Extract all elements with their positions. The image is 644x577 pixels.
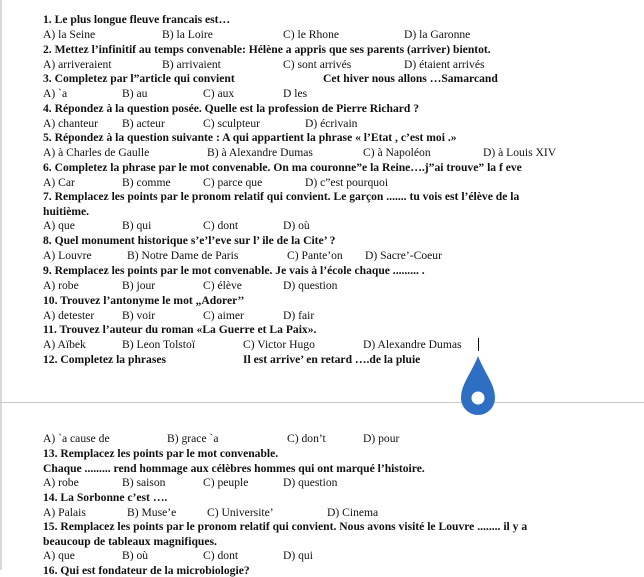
answer-option[interactable]: C) sculpteur xyxy=(203,117,260,130)
answer-option[interactable]: D) question xyxy=(283,476,338,489)
page-left-edge xyxy=(0,0,2,570)
question-text: 3. Completez par l”article qui convient xyxy=(43,72,235,85)
question-text: 11. Trouvez l’auteur du roman «La Guerre et La Paix». xyxy=(43,323,317,336)
answer-option[interactable]: D) fair xyxy=(283,309,315,322)
answer-option[interactable]: B) acteur xyxy=(122,117,165,130)
question-text: 4. Répondez à la question posée. Quelle est la profession de Pierre Richard ? xyxy=(43,102,420,115)
answer-option[interactable]: A) la Seine xyxy=(43,28,96,41)
question-text: 16. Qui est fondateur de la microbiologie? xyxy=(43,564,250,577)
answer-option[interactable]: D) où xyxy=(283,219,310,232)
answer-option[interactable]: C) peuple xyxy=(203,476,249,489)
answer-option[interactable]: C) aux xyxy=(203,87,235,100)
answer-option[interactable]: D) qui xyxy=(283,549,313,562)
answer-option[interactable]: D) pour xyxy=(363,432,400,445)
answer-option[interactable]: A) `a xyxy=(43,87,68,100)
question-text: 12. Completez la phrases xyxy=(43,353,167,366)
question-text-continued: beaucoup de tableaux magnifiques. xyxy=(43,535,217,548)
question-prompt: Il est arrive’ en retard ….de la pluie xyxy=(243,353,421,366)
answer-option[interactable]: A) robe xyxy=(43,279,79,292)
answer-option[interactable]: B) Notre Dame de Paris xyxy=(127,249,239,262)
question-text: 10. Trouvez l’antonyme le mot „Adorer’’ xyxy=(43,294,245,307)
answer-option[interactable]: B) Leon Tolstoï xyxy=(122,338,196,351)
answer-option[interactable]: D les xyxy=(283,87,308,100)
answer-option[interactable]: C) dont xyxy=(203,549,239,562)
question-text: 13. Remplacez les points par le mot convenable. xyxy=(43,447,279,460)
question-text: 5. Répondez à la question suivante : A qui appartient la phrase « l’Etat , c’est moi .» xyxy=(43,131,457,144)
answer-option[interactable]: C) Universite’ xyxy=(207,506,274,519)
question-text: 6. Completez la phrase par le mot convenable. On ma couronne”e la Reine….j”ai trouve” la f eve xyxy=(43,161,522,174)
question-text-continued: huitième. xyxy=(43,205,90,218)
question-text: 15. Remplacez les points par le pronom relatif qui convient. Nous avons visité le Louvre ........ il y a xyxy=(43,520,528,533)
answer-option[interactable]: B) la Loire xyxy=(162,28,213,41)
answer-option[interactable]: B) saison xyxy=(122,476,166,489)
question-text: 14. La Sorbonne c’est …. xyxy=(43,491,168,504)
answer-option[interactable]: B) arrivaient xyxy=(162,58,221,71)
answer-option[interactable]: C) don’t xyxy=(287,432,326,445)
answer-option[interactable]: A) Palais xyxy=(43,506,86,519)
answer-option[interactable]: A) Aïbek xyxy=(43,338,86,351)
answer-option[interactable]: B) voir xyxy=(122,309,156,322)
question-text-continued: Chaque ......... rend hommage aux célèbres hommes qui ont marqué l’histoire. xyxy=(43,462,425,475)
answer-option[interactable]: A) que xyxy=(43,549,75,562)
answer-option[interactable]: A) detester xyxy=(43,309,95,322)
answer-option[interactable]: B) où xyxy=(122,549,149,562)
answer-option[interactable]: A) robe xyxy=(43,476,79,489)
answer-option[interactable]: A) chanteur xyxy=(43,117,99,130)
answer-option[interactable]: C) Pante’on xyxy=(287,249,343,262)
answer-option[interactable]: B) Muse’e xyxy=(127,506,177,519)
answer-option[interactable]: C) sont arrivés xyxy=(283,58,352,71)
answer-option[interactable]: A) Car xyxy=(43,176,75,189)
answer-option[interactable]: B) jour xyxy=(122,279,156,292)
question-text: 1. Le plus longue fleuve francais est… xyxy=(43,13,231,26)
answer-option[interactable]: D) écrivain xyxy=(305,117,358,130)
answer-option[interactable]: D) étaient arrivés xyxy=(404,58,485,71)
answer-option[interactable]: B) qui xyxy=(122,219,152,232)
answer-option[interactable]: D) question xyxy=(283,279,338,292)
answer-option[interactable]: C) élève xyxy=(203,279,242,292)
answer-option[interactable]: A) à Charles de Gaulle xyxy=(43,146,150,159)
answer-option[interactable]: D) Sacre’-Coeur xyxy=(365,249,442,262)
answer-option[interactable]: B) grace `a xyxy=(167,432,219,445)
answer-option[interactable]: D) c”est pourquoi xyxy=(305,176,389,189)
question-text: 9. Remplacez les points par le mot convenable. Je vais à l’école chaque ......... . xyxy=(43,264,425,277)
answer-option[interactable]: B) comme xyxy=(122,176,171,189)
answer-option[interactable]: B) au xyxy=(122,87,148,100)
question-text: 2. Mettez l’infinitif au temps convenable: Hélène a appris que ses parents (arriver) bientot. xyxy=(43,43,491,56)
text-cursor xyxy=(478,338,479,351)
question-text: 7. Remplacez les points par le pronom relatif qui convient. Le garçon ....... tu vois est l’élève de la xyxy=(43,190,520,203)
page-separator xyxy=(0,402,644,403)
answer-option[interactable]: C) parce que xyxy=(203,176,263,189)
answer-option[interactable]: A) Louvre xyxy=(43,249,92,262)
answer-option[interactable]: C) dont xyxy=(203,219,239,232)
question-prompt: Cet hiver nous allons …Samarcand xyxy=(323,72,498,85)
answer-option[interactable]: D) la Garonne xyxy=(404,28,471,41)
answer-option[interactable]: C) le Rhone xyxy=(283,28,340,41)
answer-option[interactable]: B) à Alexandre Dumas xyxy=(207,146,313,159)
answer-option[interactable]: C) à Napoléon xyxy=(363,146,431,159)
answer-option[interactable]: D) à Louis XIV xyxy=(483,146,557,159)
answer-option[interactable]: A) que xyxy=(43,219,75,232)
answer-option[interactable]: A) `a cause de xyxy=(43,432,110,445)
water-drop-icon[interactable] xyxy=(459,354,497,416)
answer-option[interactable]: D) Alexandre Dumas xyxy=(363,338,462,351)
answer-option[interactable]: C) Victor Hugo xyxy=(243,338,315,351)
answer-option[interactable]: A) arriveraient xyxy=(43,58,112,71)
question-text: 8. Quel monument historique s’e’l’eve sur l’ ile de la Cite’ ? xyxy=(43,234,336,247)
answer-option[interactable]: D) Cinema xyxy=(327,506,379,519)
answer-option[interactable]: C) aimer xyxy=(203,309,244,322)
